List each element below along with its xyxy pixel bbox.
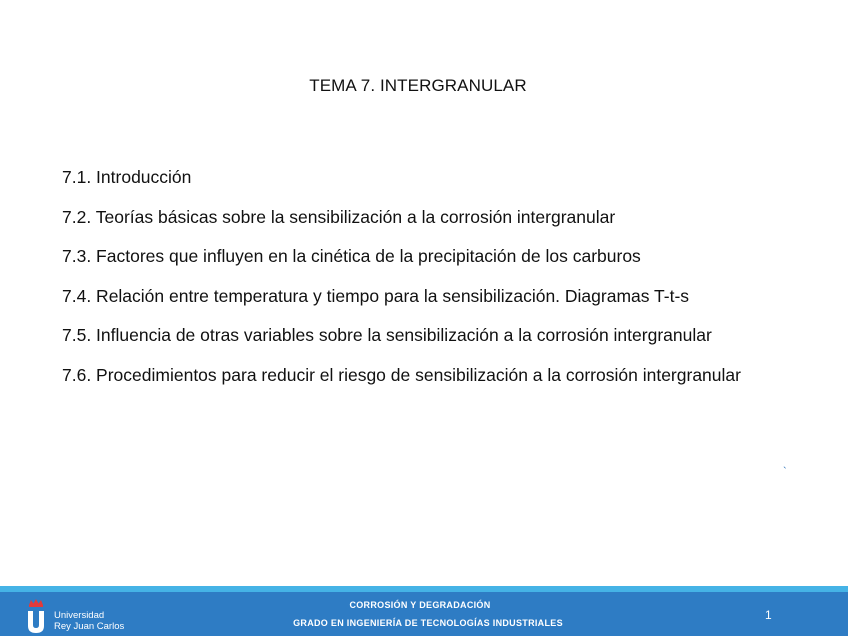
slide-title: TEMA 7. INTERGRANULAR — [309, 76, 527, 95]
page-number: 1 — [765, 608, 772, 622]
toc-item-7-2: 7.2. Teorías básicas sobre la sensibilización a la corrosión intergranular — [62, 206, 616, 227]
table-of-contents — [62, 167, 741, 404]
toc-item-7-6: 7.6. Procedimientos para reducir el riesgo de sensibilización a la corrosión intergranular — [62, 364, 741, 385]
university-name-line1: Universidad — [54, 610, 105, 621]
course-name: CORROSIÓN Y DEGRADACIÓN — [349, 600, 491, 610]
toc-item-7-1: 7.1. Introducción — [62, 167, 192, 187]
stray-mark: ` — [783, 466, 787, 478]
degree-name: GRADO EN INGENIERÍA DE TECNOLOGÍAS INDUSTRIALES — [293, 618, 563, 628]
toc-item-7-5: 7.5. Influencia de otras variables sobre la sensibilización a la corrosión intergranular — [62, 325, 712, 345]
university-name-line2: Rey Juan Carlos — [54, 621, 125, 632]
footer — [0, 592, 848, 636]
toc-item-7-3: 7.3. Factores que influyen en la cinética de la precipitación de los carburos — [62, 246, 641, 266]
toc-item-7-4: 7.4. Relación entre temperatura y tiempo para la sensibilización. Diagramas T-t-s — [62, 285, 690, 306]
